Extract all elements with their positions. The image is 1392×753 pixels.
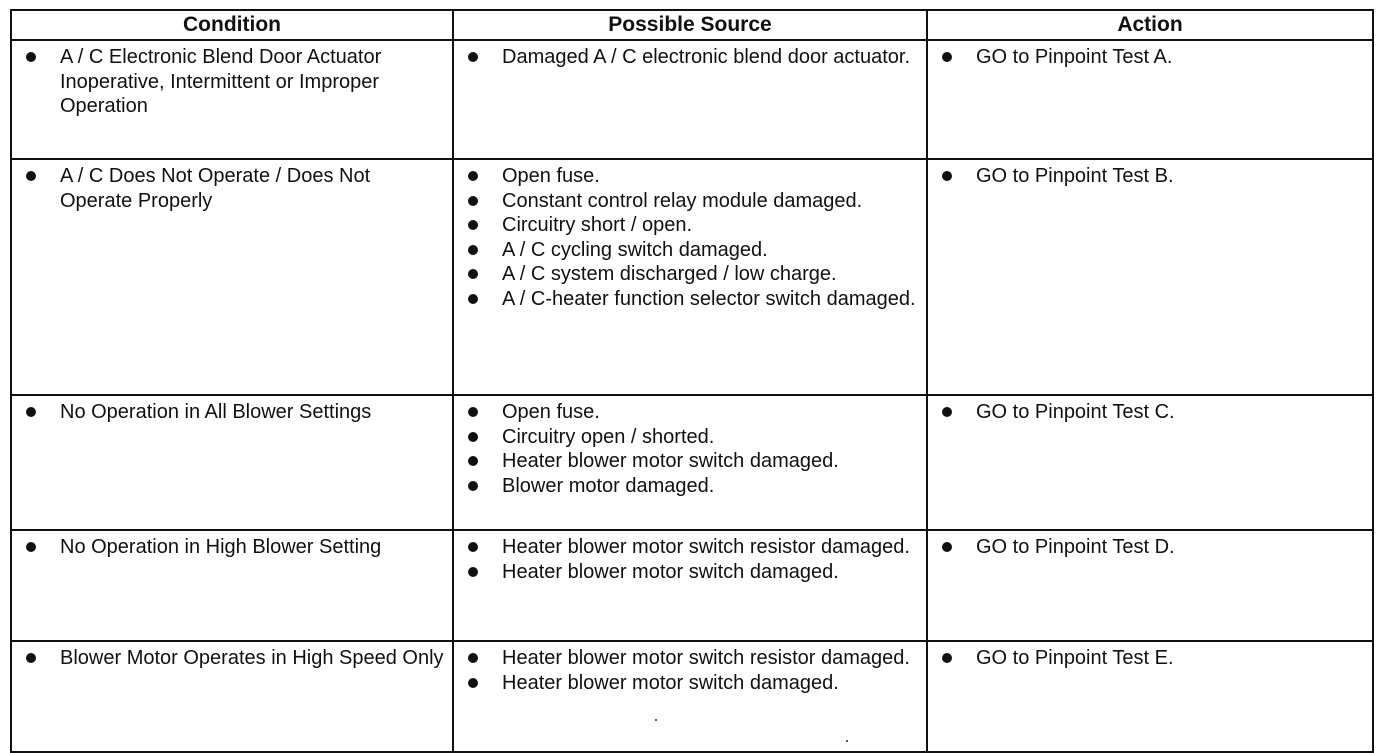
source-item: A / C-heater function selector switch damaged.	[454, 287, 920, 312]
condition-cell	[11, 641, 453, 752]
header-possible-source: Possible Source	[453, 10, 927, 40]
source-item: Damaged A / C electronic blend door actuator.	[454, 45, 920, 70]
source-item: A / C cycling switch damaged.	[454, 238, 920, 263]
source-item: Heater blower motor switch damaged.	[454, 560, 920, 585]
source-item: Circuitry short / open.	[454, 213, 920, 238]
action-cell	[927, 40, 1373, 159]
table-row	[11, 159, 1373, 395]
source-item: Constant control relay module damaged.	[454, 189, 920, 214]
action-item: GO to Pinpoint Test C.	[928, 400, 1366, 425]
action-cell	[927, 530, 1373, 641]
scan-speck	[655, 719, 657, 721]
source-cell	[453, 159, 927, 395]
condition-cell	[11, 530, 453, 641]
action-item: GO to Pinpoint Test B.	[928, 164, 1366, 189]
action-cell	[927, 641, 1373, 752]
source-item: A / C system discharged / low charge.	[454, 262, 920, 287]
source-item: Heater blower motor switch resistor damaged.	[454, 646, 920, 671]
source-cell	[453, 40, 927, 159]
condition-cell	[11, 40, 453, 159]
diagnosis-table	[10, 9, 1374, 753]
action-item: GO to Pinpoint Test A.	[928, 45, 1366, 70]
source-cell	[453, 395, 927, 530]
source-item: Open fuse.	[454, 164, 920, 189]
source-item: Open fuse.	[454, 400, 920, 425]
source-item: Blower motor damaged.	[454, 474, 920, 499]
condition-item: No Operation in High Blower Setting	[12, 535, 446, 560]
condition-item: A / C Electronic Blend Door Actuator Inoperative, Intermittent or Improper Operation	[12, 45, 446, 119]
source-cell	[453, 641, 927, 752]
table-row	[11, 641, 1373, 752]
action-cell	[927, 159, 1373, 395]
action-item: GO to Pinpoint Test D.	[928, 535, 1366, 560]
source-item: Heater blower motor switch resistor damaged.	[454, 535, 920, 560]
header-action: Action	[927, 10, 1373, 40]
table-row	[11, 40, 1373, 159]
scan-speck	[846, 740, 848, 742]
table-row	[11, 395, 1373, 530]
condition-cell	[11, 159, 453, 395]
header-row	[11, 10, 1373, 40]
header-condition: Condition	[11, 10, 453, 40]
action-item: GO to Pinpoint Test E.	[928, 646, 1366, 671]
source-item: Circuitry open / shorted.	[454, 425, 920, 450]
source-item: Heater blower motor switch damaged.	[454, 449, 920, 474]
source-cell	[453, 530, 927, 641]
condition-item: A / C Does Not Operate / Does Not Operate Properly	[12, 164, 446, 213]
source-item: Heater blower motor switch damaged.	[454, 671, 920, 696]
condition-item: Blower Motor Operates in High Speed Only	[12, 646, 446, 671]
table-row	[11, 530, 1373, 641]
condition-cell	[11, 395, 453, 530]
action-cell	[927, 395, 1373, 530]
condition-item: No Operation in All Blower Settings	[12, 400, 446, 425]
